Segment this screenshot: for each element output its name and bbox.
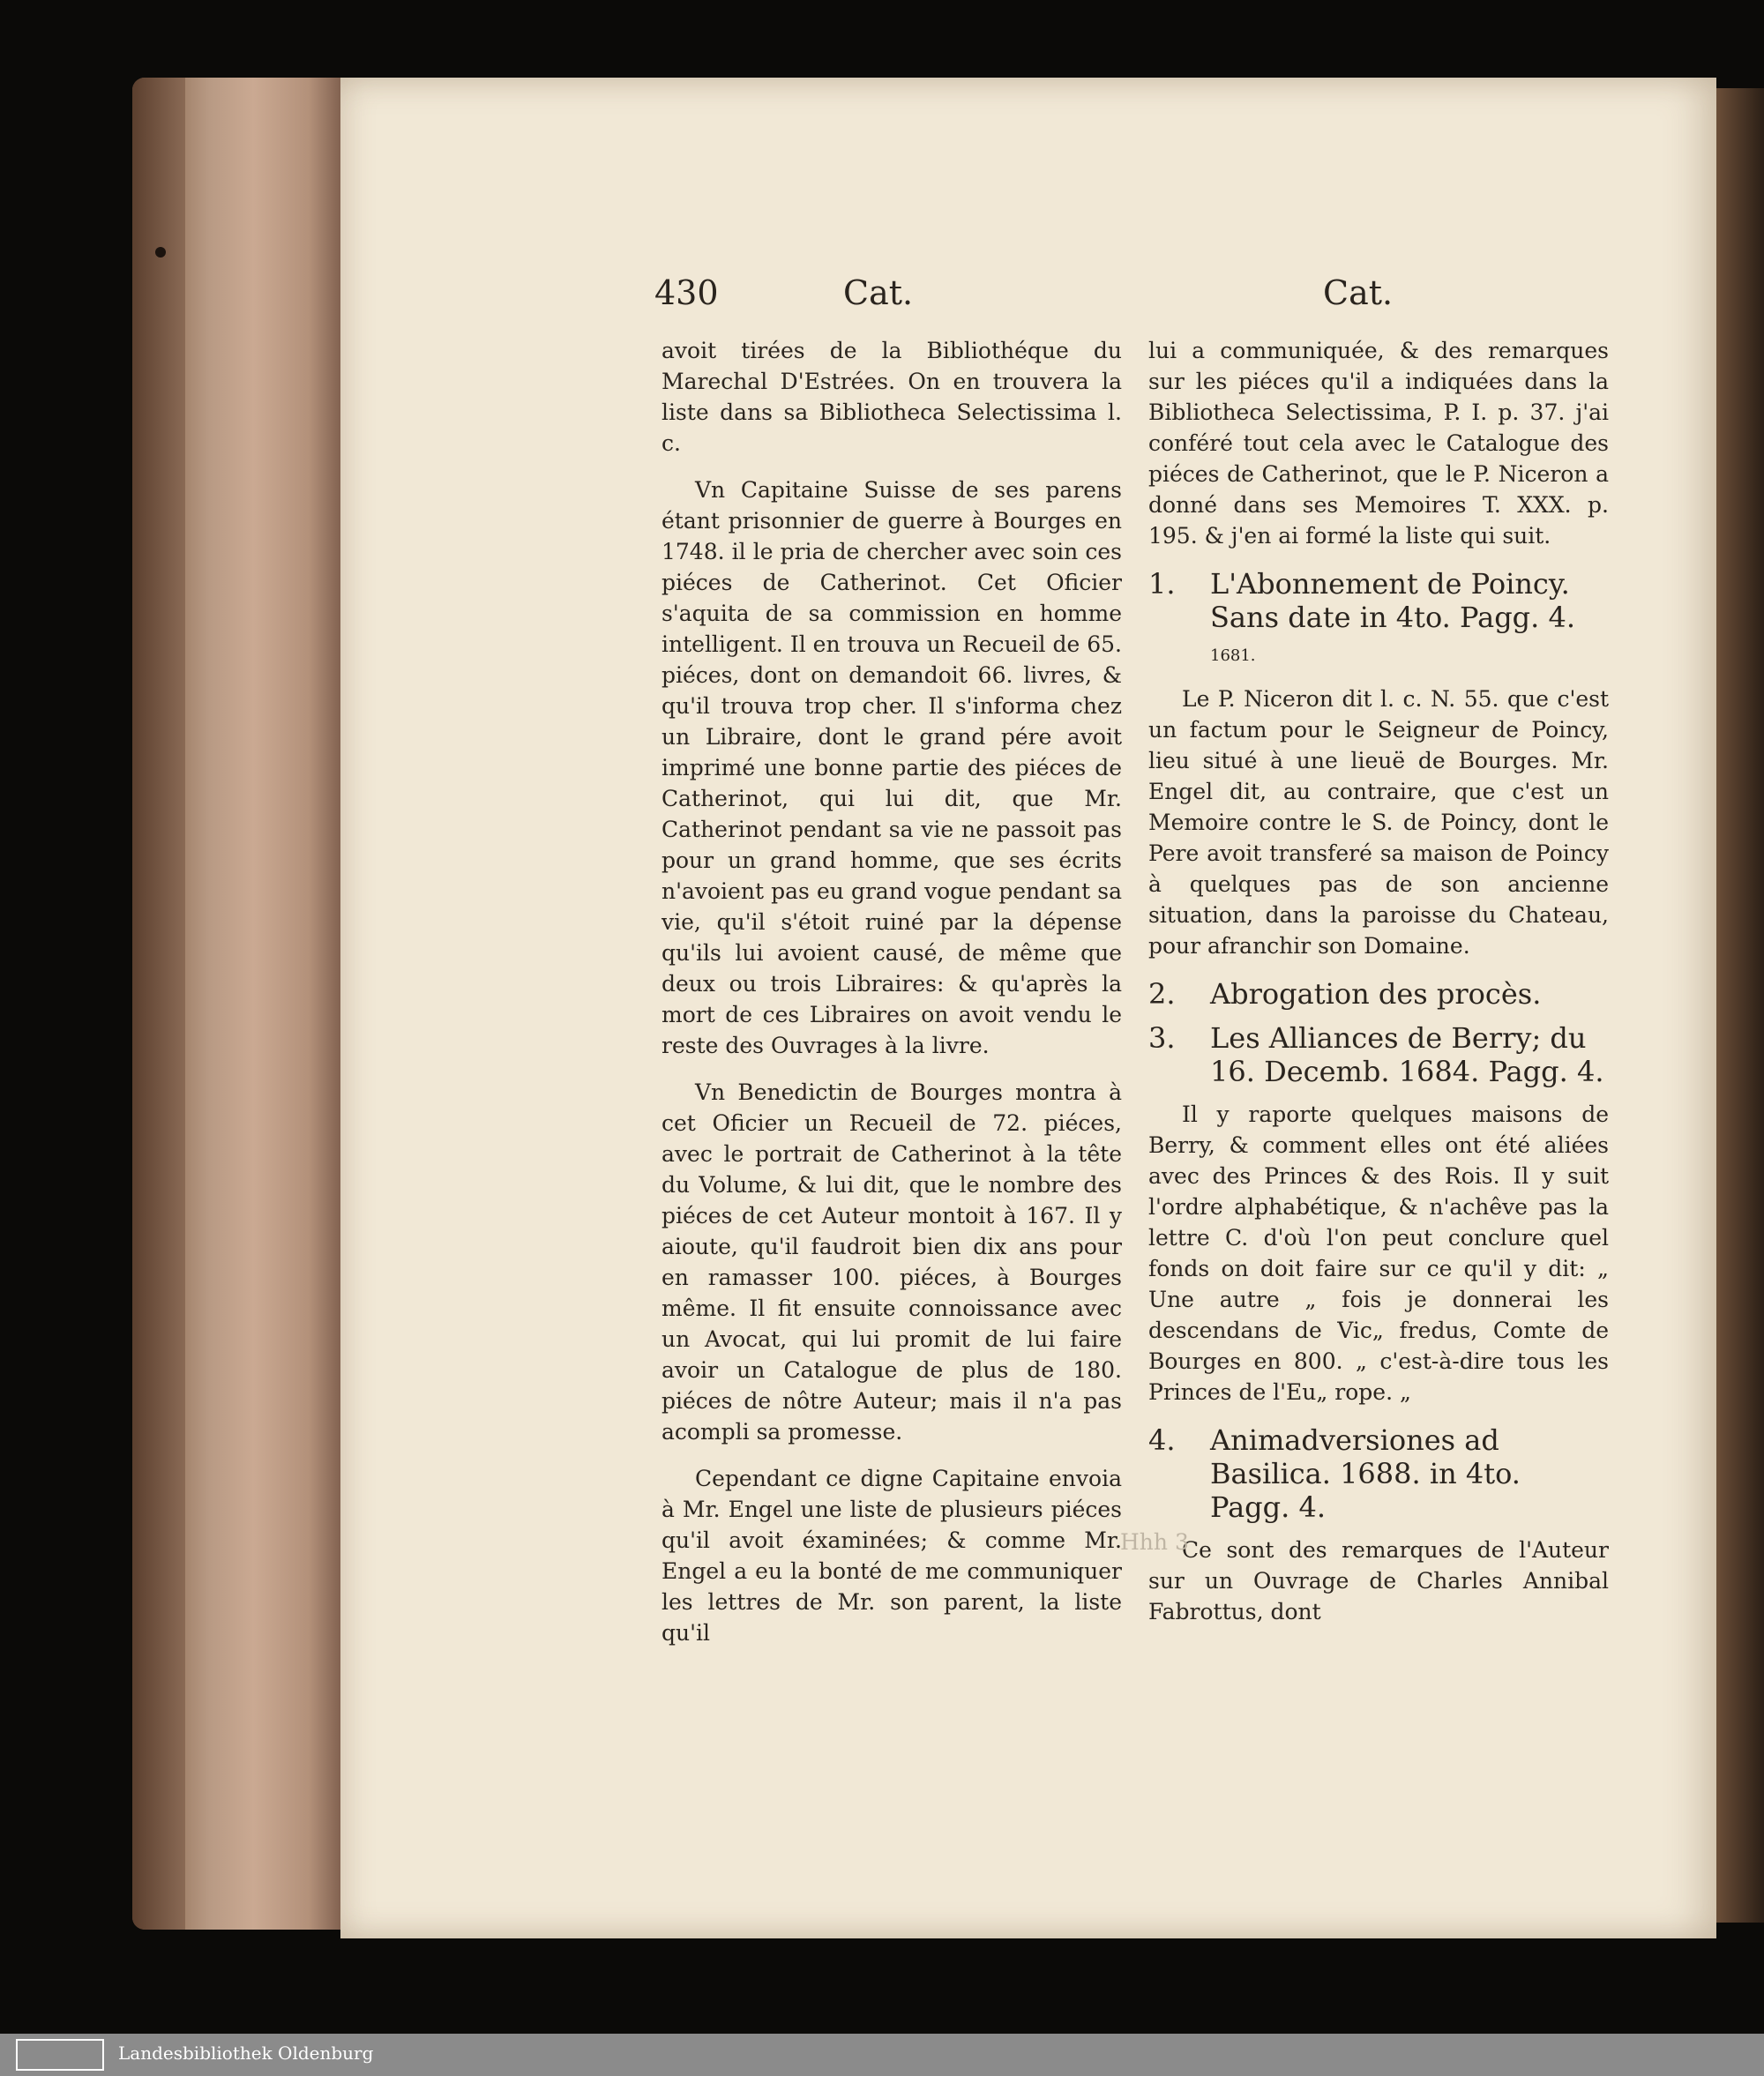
entry-heading (1148, 977, 1609, 1011)
entry-heading (1148, 567, 1609, 673)
book-cover-edge (132, 78, 185, 1930)
handwritten-annotation: 1681. (1210, 646, 1256, 665)
entry-number: 1. (1148, 567, 1176, 601)
right-running-head: Cat. (1323, 273, 1394, 312)
signature-mark: Hhh 3 (1120, 1529, 1189, 1555)
left-column (662, 335, 1122, 1664)
entry-number: 4. (1148, 1423, 1176, 1457)
entry-heading (1148, 1021, 1609, 1088)
entry-text: Il y raporte quelques maisons de Berry, & comment elles ont été aliées avec des Princes & des Rois. Il y suit l'ordre alphabétique, & n'achêve pas la lettre C. d'où l'on peut conclure quel fonds on doit faire sur ce qu'il y dit: „ Une autre „ fois je donnerai les descendans de Vic„ fredus, Comte de Bourges en 800. „ c'est-à-dire tous les Princes de l'Eu„ rope. „ (1148, 1101, 1609, 1405)
entry-number: 3. (1148, 1021, 1176, 1055)
right-page-edge (1716, 88, 1764, 1923)
page-number: 430 (654, 273, 719, 312)
paragraph: avoit tirées de la Bibliothéque du Marechal D'Estrées. On en trouvera la liste dans sa Bibliotheca Selectissima l. c. (662, 338, 1122, 456)
entry-title: Abrogation des procès. (1210, 977, 1542, 1011)
library-logo-icon (16, 2039, 104, 2071)
right-column (1148, 335, 1609, 1643)
entry-text: Ce sont des remarques de l'Auteur sur un Ouvrage de Charles Annibal Fabrottus, dont (1148, 1537, 1609, 1624)
entry-title: Les Alliances de Berry; du 16. Decemb. 1684. Pagg. 4. (1210, 1021, 1604, 1088)
footer-bar (0, 2034, 1764, 2076)
left-running-head: Cat. (843, 273, 914, 312)
entry-heading (1148, 1423, 1609, 1524)
entry-text: Le P. Niceron dit l. c. N. 55. que c'est un factum pour le Seigneur de Poincy, lieu situé à une lieuë de Bourges. Mr. Engel dit, au contraire, que c'est un Memoire contre le S. de Poincy, dont le Pere avoit transferé sa maison de Poincy à quelques pas de son ancienne situation, dans la paroisse du Chateau, pour afranchir son Domaine. (1148, 686, 1609, 959)
entry-number: 2. (1148, 977, 1176, 1011)
paragraph: Vn Capitaine Suisse de ses parens étant prisonnier de guerre à Bourges en 1748. il le pria de chercher avec soin ces piéces de Catherinot. Cet Oficier s'aquita de sa commission en homme intelligent. Il en trouva un Recueil de 65. piéces, dont on demandoit 66. livres, & qu'il trouva trop cher. Il s'informa chez un Libraire, dont le grand pére avoit imprimé une bonne partie des piéces de Catherinot, qui lui dit, que Mr. Catherinot pendant sa vie ne passoit pas pour un grand homme, que ses écrits n'avoient pas eu grand vogue pendant sa vie, qu'il s'étoit ruiné par la dépense qu'ils lui avoient causé, de même que deux ou trois Libraires: & qu'après la mort de ces Libraires on avoit vendu le reste des Ouvrages à la livre. (662, 477, 1122, 1058)
entry-title: Animadversiones ad Basilica. 1688. in 4to. Pagg. 4. (1210, 1423, 1521, 1524)
cover-mark (155, 247, 166, 258)
paragraph: Cependant ce digne Capitaine envoia à Mr. Engel une liste de plusieurs piéces qu'il avoit éxaminées; & comme Mr. Engel a eu la bonté de me communiquer les lettres de Mr. son parent, la liste qu'il (662, 1466, 1122, 1646)
library-name: Landesbibliothek Oldenburg (118, 2042, 374, 2064)
entry-title: L'Abonnement de Poincy. Sans date in 4to. Pagg. 4. (1210, 567, 1576, 634)
paragraph: Vn Benedictin de Bourges montra à cet Oficier un Recueil de 72. piéces, avec le portrait de Catherinot à la tête du Volume, & lui dit, que le nombre des piéces de cet Auteur montoit à 167. Il y aioute, qu'il faudroit bien dix ans pour en ramasser 100. piéces, à Bourges même. Il fit ensuite connoissance avec un Avocat, qui lui promit de lui faire avoir un Catalogue de plus de 180. piéces de nôtre Auteur; mais il n'a pas acompli sa promesse. (662, 1079, 1122, 1445)
intro-paragraph: lui a communiquée, & des remarques sur les piéces qu'il a indiquées dans la Bibliotheca Selectissima, P. I. p. 37. j'ai conféré tout cela avec le Catalogue des piéces de Catherinot, que le P. Niceron a donné dans ses Memoires T. XXX. p. 195. & j'en ai formé la liste qui suit. (1148, 338, 1609, 549)
